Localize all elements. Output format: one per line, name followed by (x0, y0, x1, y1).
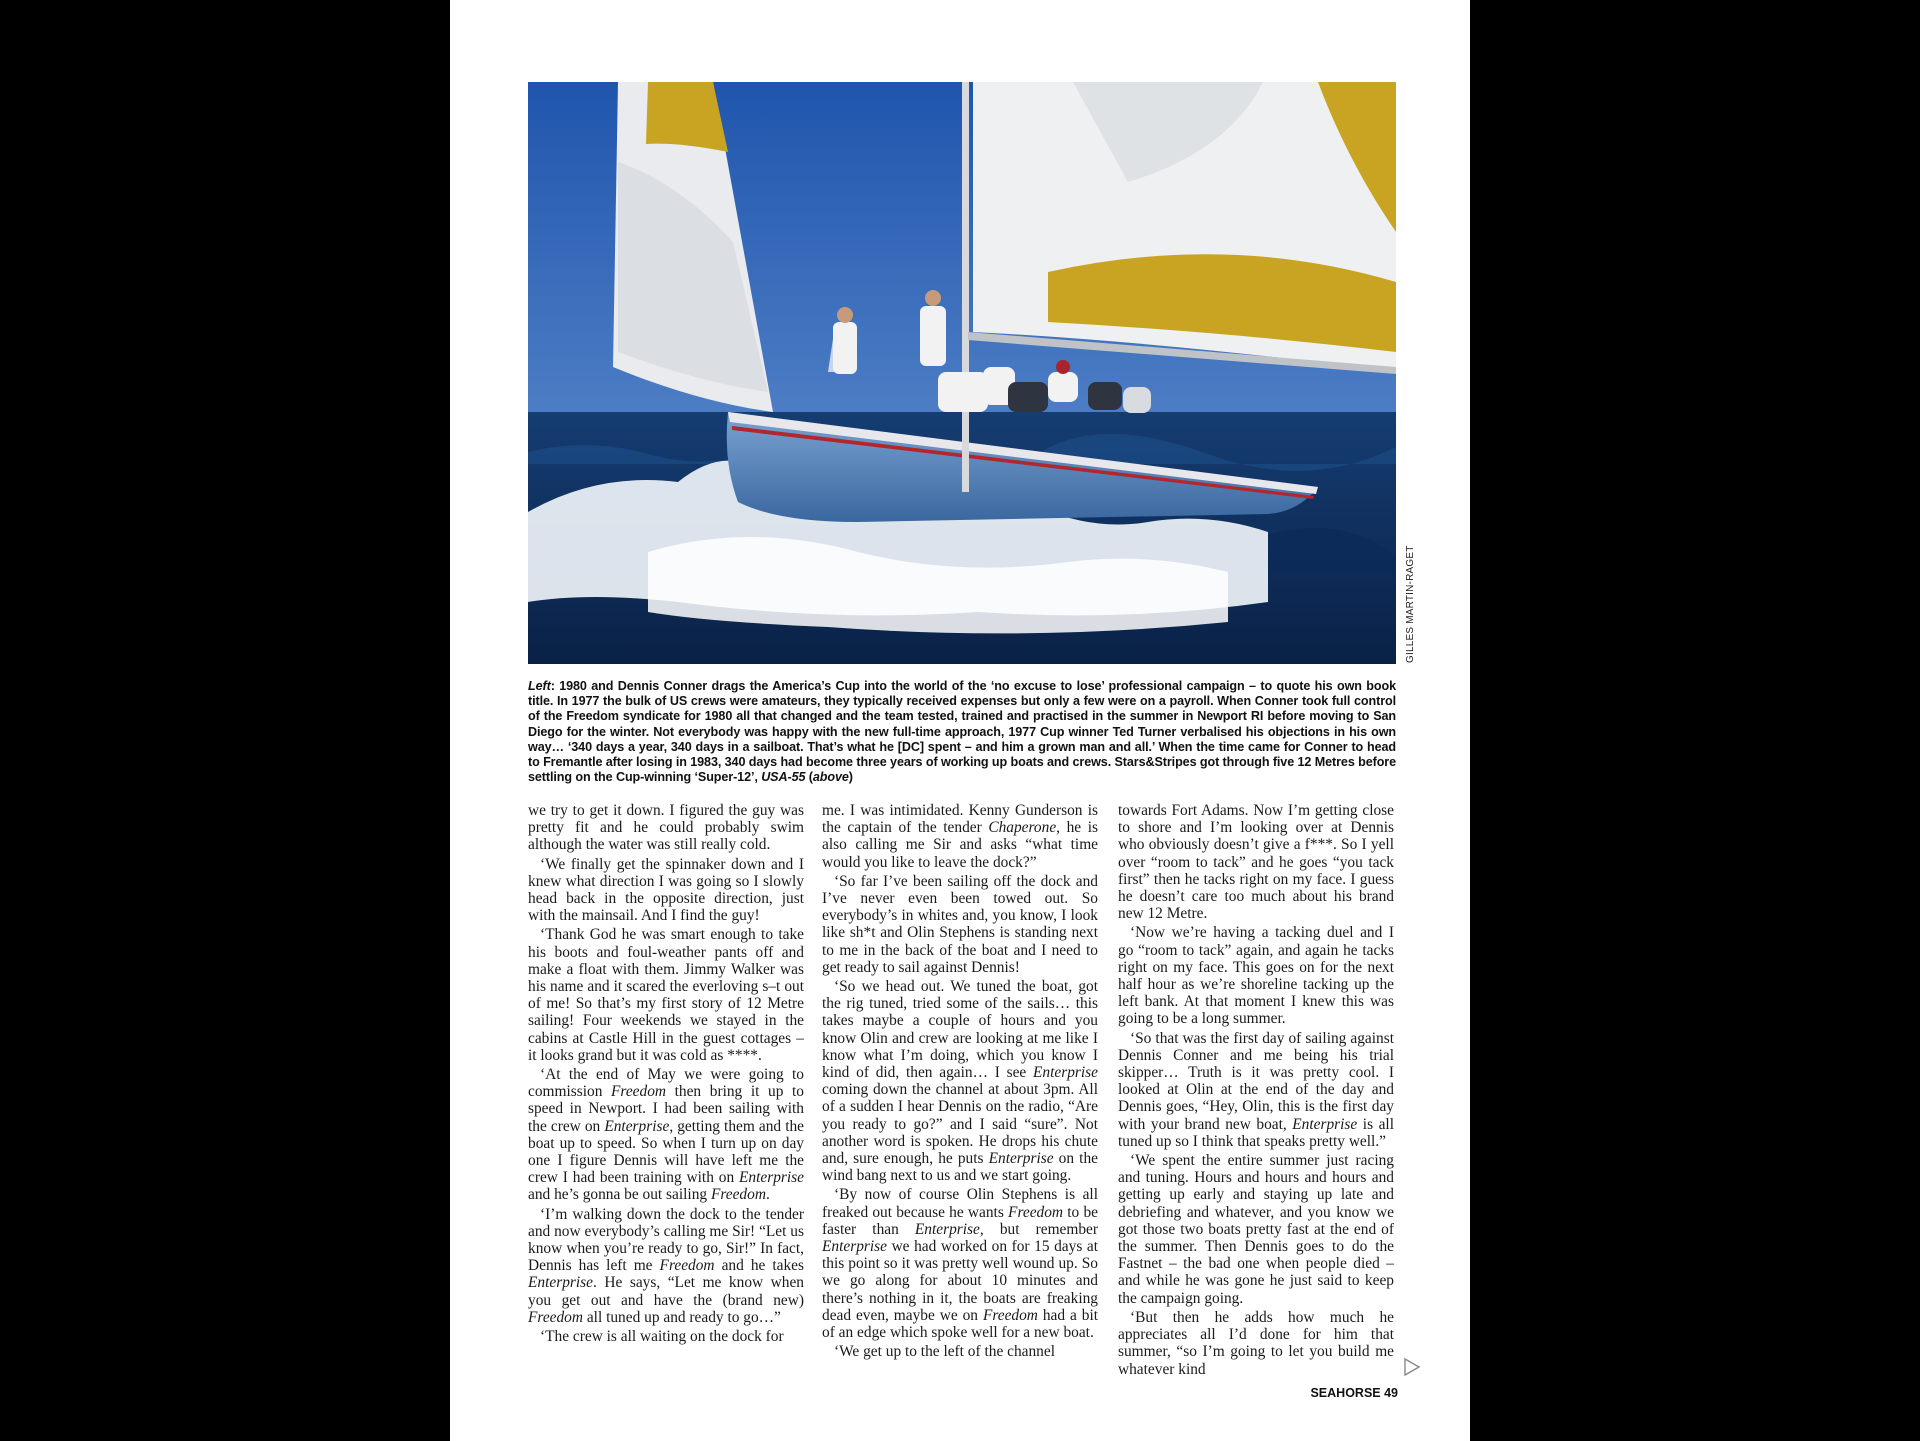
paragraph: ‘Now we’re having a tacking duel and I go “room to tack” again, and again he tacks right on my face. This goes on for the next half hour as we’re shoreline tacking up the left bank. At that moment I knew this was going to be a long summer. (1118, 924, 1394, 1028)
boat-name: Freedom (982, 1306, 1038, 1324)
paragraph: ‘We finally get the spinnaker down and I knew what direction I was going so I slowly head back in the opposite direction, just with the mainsail. And I find the guy! (528, 855, 804, 925)
text-run: to be faster than (822, 1203, 1098, 1238)
text-run: ‘I’m walking down the dock to the tender and now everybody’s calling me Sir! “Let us know when you’re ready to go, Sir!” In fact, Dennis has left me (528, 1205, 804, 1275)
boat-name: Enterprise (604, 1117, 670, 1135)
continue-arrow-icon (1402, 1357, 1422, 1377)
boat-name: Enterprise (988, 1150, 1054, 1168)
text-run: , but remember (979, 1220, 1099, 1238)
text-run: coming down the channel at about 3pm. All of a sudden I hear Dennis on the radio, “Are you ready to go?” and I said “sure”. Not another word is spoken. He drops his chute and, sure enough, he puts (822, 1081, 1098, 1168)
paragraph (528, 1206, 804, 1326)
magazine-page (450, 0, 1470, 1441)
body-column-2 (822, 802, 1098, 1361)
photo-caption (528, 679, 1396, 785)
boat-name: Freedom (710, 1186, 766, 1204)
caption-text: : 1980 and Dennis Conner drags the America’s Cup into the world of the ‘no excuse to lose’ professional campaign – to quote his own book title. In 1977 the bulk of US crews were amateurs, they typically received expenses but only a few were on a payroll. When Conner took full control of the Freedom syndicate for 1980 all that changed and the team tested, trained and practised in the summer in Newport RI before moving to San Diego for the winter. Not everybody was happy with the new full-time approach, 1977 Cup winner Ted Turner verbalised his objections in his own way… ‘340 days a year, 340 days in a sailboat. That’s what he [DC] spent – and him a grown man and all.’ When the time came for Conner to head to Fremantle after losing in 1983, 340 days had become three years of working up boats and crews. Stars&Stripes got through five 12 Metres before settling on the Cup-winning ‘Super-12’, (528, 679, 1397, 785)
text-run: ‘By now of course Olin Stephens is all freaked out because he wants (822, 1186, 1098, 1221)
text-run: ‘So we head out. We tuned the boat, got the rig tuned, tried some of the sails… this takes maybe a couple of hours and you know Olin and crew are looking at me like I know what I’m doing, which you know I kind of did, then again… I see (822, 978, 1098, 1082)
caption-paren-close: ) (848, 770, 853, 785)
text-run: and he takes (714, 1257, 804, 1275)
text-run: on the wind bang next to us and we start going. (822, 1150, 1098, 1185)
text-run: ‘At the end of May we were going to commission (528, 1066, 804, 1101)
text-run: . He says, “Let me know when you get out and have the (brand new) (528, 1274, 804, 1309)
text-run: , getting them and the boat up to speed. So when I turn up on day one I figure Dennis will have left me the crew I had been training with on (528, 1117, 804, 1187)
text-run: and he’s gonna be out sailing (528, 1186, 711, 1204)
text-run: is all tuned up so I think that speaks pretty well.” (1118, 1115, 1394, 1150)
boat-name: Freedom (659, 1257, 715, 1275)
boat-name: Enterprise (914, 1220, 980, 1238)
paragraph (822, 802, 1098, 871)
paragraph (1118, 1030, 1394, 1150)
body-column-3 (1118, 802, 1394, 1378)
text-run: then bring it up to speed in Newport. I had been sailing with the crew on (528, 1083, 804, 1135)
boat-name: Enterprise (1033, 1064, 1098, 1082)
caption-paren-open: ( (805, 770, 813, 785)
text-run: . (765, 1186, 770, 1204)
boat-name: Freedom (528, 1308, 583, 1326)
boat-name: Freedom (1008, 1203, 1064, 1221)
paragraph: we try to get it down. I figured the guy was pretty fit and he could probably swim although the water was still really cold. (528, 802, 804, 854)
text-run: had a bit of an edge which spoke well for a new boat. (822, 1306, 1099, 1342)
page-folio: SEAHORSE 49 (1310, 1386, 1398, 1400)
paragraph: ‘The crew is all waiting on the dock for (540, 1328, 784, 1346)
paragraph: towards Fort Adams. Now I’m getting close to shore and I’m looking over at Dennis who obviously doesn’t give a f***. So I yell over “room to tack” and he goes “you tack first” then he tacks right on my face. I guess he doesn’t care too much about his brand new 12 Metre. (1118, 802, 1394, 923)
paragraph: ‘We get up to the left of the channel (834, 1343, 1055, 1361)
body-column-1 (528, 802, 804, 1345)
paragraph: ‘We spent the entire summer just racing and tuning. Hours and hours and hours and getting up early and staying up late and debriefing and whatever, and you know we got those two boats pretty fast at the end of the summer. Then Dennis goes to do the Fastnet – the bad one when people died – and while he was gone he just said to keep the campaign going. (1118, 1152, 1394, 1307)
text-run: ‘So that was the first day of sailing against Dennis Conner and me being his trial skipper… Truth is it was pretty cool. I looked at Olin at the end of the day and Dennis goes, “Hey, Olin, this is the first day with your brand new boat, (1118, 1029, 1394, 1133)
boat-name: Enterprise (822, 1238, 887, 1256)
paragraph: ‘So far I’ve been sailing off the dock and I’ve never even been towed out. So everybody’s in whites and, you know, I look like sh*t and Olin Stephens is standing next to me in the back of the boat and I need to get ready to sail against Dennis! (822, 872, 1098, 976)
paragraph: ‘But then he adds how much he appreciates all I’d done for him that summer, “so I’m going to let you build me whatever kind (1118, 1308, 1394, 1378)
photo-illustration (528, 82, 1396, 664)
paragraph: ‘Thank God he was smart enough to take his boots and foul-weather pants off and make a float with them. Jimmy Walker was his name and it scared the everloving s–t out of me! So that’s my first story of 12 Metre sailing! Four weekends we stayed in the cabins at Castle Hill in the guest cottages – it looks grand but it was cold as ****. (528, 926, 804, 1064)
text-run: me. I was intimidated. Kenny Gunderson is the captain of the tender (822, 802, 1098, 837)
paragraph (528, 1066, 804, 1204)
text-run: we had worked on for 15 days at this point so it was pretty well wound up. So we go along for about 10 minutes and there’s nothing in it, the boats are freaking dead even, maybe we on (822, 1238, 1098, 1324)
boat-name: Enterprise (739, 1169, 804, 1187)
boat-name: Enterprise (528, 1274, 593, 1292)
caption-above: above (812, 770, 849, 785)
text-run: all tuned up and ready to go…” (583, 1308, 781, 1326)
boat-name: Chaperone (988, 819, 1057, 837)
paragraph (822, 978, 1098, 1184)
boat-name: Freedom (611, 1083, 667, 1101)
sailing-yacht-photo (528, 82, 1396, 664)
boat-name: Enterprise (1292, 1115, 1358, 1133)
caption-lead: Left (528, 679, 551, 693)
paragraph (822, 1186, 1098, 1341)
text-run: , he is also calling me Sir and asks “what time would you like to leave the dock?” (822, 819, 1098, 871)
caption-boat: USA-55 (761, 770, 806, 785)
photo-credit: GILLES MARTIN-RAGET (1405, 545, 1416, 663)
